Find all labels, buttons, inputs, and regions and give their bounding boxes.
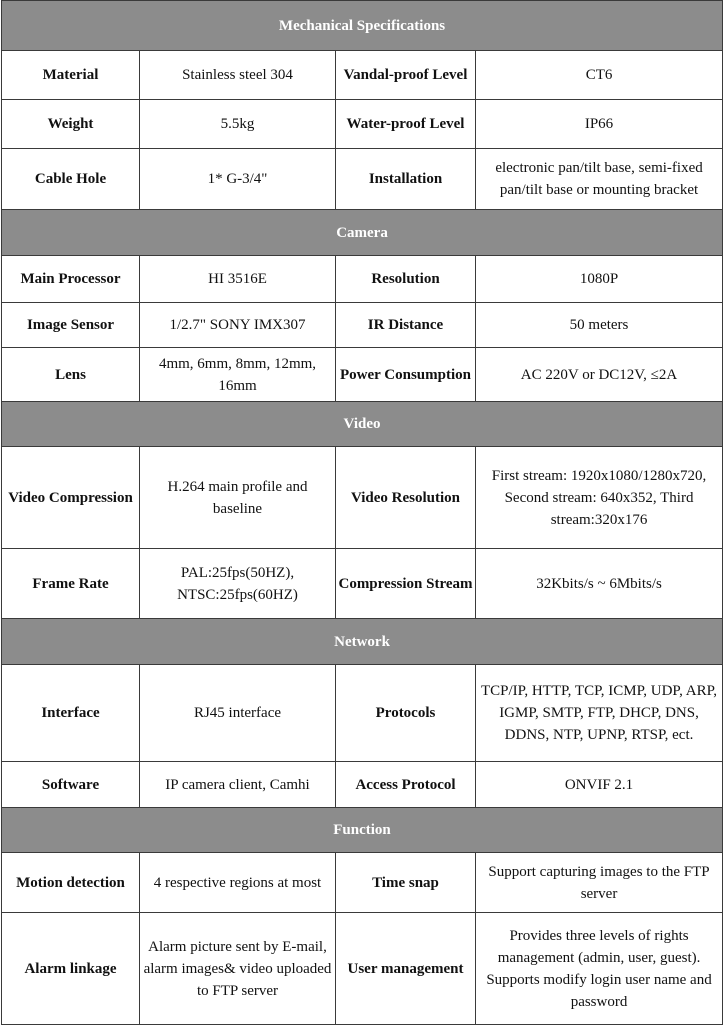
table-row [2, 348, 723, 402]
section-header-row [2, 402, 723, 447]
spec-label: Interface [2, 665, 140, 762]
spec-value: TCP/IP, HTTP, TCP, ICMP, UDP, ARP, IGMP, SMTP, FTP, DHCP, DNS, DDNS, NTP, UPNP, RTSP, ect. [476, 665, 723, 762]
spec-label: User management [336, 913, 476, 1025]
section-header-row [2, 1, 723, 51]
section-title-network: Network [2, 619, 723, 665]
spec-label: Weight [2, 100, 140, 149]
spec-value: 5.5kg [140, 100, 336, 149]
spec-value: H.264 main profile and baseline [140, 447, 336, 549]
spec-label: Video Compression [2, 447, 140, 549]
section-header-row [2, 210, 723, 256]
table-row [2, 665, 723, 762]
spec-label: Lens [2, 348, 140, 402]
spec-label: Vandal-proof Level [336, 51, 476, 100]
table-row [2, 303, 723, 348]
spec-label: Cable Hole [2, 149, 140, 210]
spec-value: Provides three levels of rights management (admin, user, guest). Supports modify login user name and password [476, 913, 723, 1025]
table-row [2, 853, 723, 913]
spec-label: Image Sensor [2, 303, 140, 348]
table-row [2, 100, 723, 149]
table-row [2, 549, 723, 619]
spec-label: Installation [336, 149, 476, 210]
spec-value: 4mm, 6mm, 8mm, 12mm, 16mm [140, 348, 336, 402]
spec-label: Power Consumption [336, 348, 476, 402]
spec-label: Video Resolution [336, 447, 476, 549]
spec-label: Water-proof Level [336, 100, 476, 149]
section-title-camera: Camera [2, 210, 723, 256]
spec-value: AC 220V or DC12V, ≤2A [476, 348, 723, 402]
spec-value: Stainless steel 304 [140, 51, 336, 100]
spec-value: HI 3516E [140, 256, 336, 303]
spec-label: Time snap [336, 853, 476, 913]
spec-label: Resolution [336, 256, 476, 303]
spec-value: First stream: 1920x1080/1280x720, Second stream: 640x352, Third stream:320x176 [476, 447, 723, 549]
spec-label: Motion detection [2, 853, 140, 913]
spec-table [1, 0, 723, 1025]
section-header-row [2, 808, 723, 853]
spec-value: Alarm picture sent by E-mail, alarm images& video uploaded to FTP server [140, 913, 336, 1025]
spec-value: 1/2.7" SONY IMX307 [140, 303, 336, 348]
table-row [2, 149, 723, 210]
spec-value: 4 respective regions at most [140, 853, 336, 913]
table-row [2, 256, 723, 303]
section-title-video: Video [2, 402, 723, 447]
table-row [2, 51, 723, 100]
spec-value: PAL:25fps(50HZ), NTSC:25fps(60HZ) [140, 549, 336, 619]
spec-label: Material [2, 51, 140, 100]
spec-value: 1080P [476, 256, 723, 303]
spec-label: IR Distance [336, 303, 476, 348]
spec-label: Software [2, 762, 140, 808]
spec-label: Access Protocol [336, 762, 476, 808]
table-row [2, 913, 723, 1025]
section-title-mechanical: Mechanical Specifications [2, 1, 723, 51]
spec-label: Frame Rate [2, 549, 140, 619]
spec-label: Compression Stream [336, 549, 476, 619]
table-row [2, 762, 723, 808]
spec-value: Support capturing images to the FTP server [476, 853, 723, 913]
table-row [2, 447, 723, 549]
spec-value: electronic pan/tilt base, semi-fixed pan/tilt base or mounting bracket [476, 149, 723, 210]
spec-label: Main Processor [2, 256, 140, 303]
spec-label: Protocols [336, 665, 476, 762]
spec-value: 1* G-3/4" [140, 149, 336, 210]
spec-value: CT6 [476, 51, 723, 100]
spec-value: IP camera client, Camhi [140, 762, 336, 808]
spec-label: Alarm linkage [2, 913, 140, 1025]
spec-value: RJ45 interface [140, 665, 336, 762]
spec-value: IP66 [476, 100, 723, 149]
section-header-row [2, 619, 723, 665]
spec-value: ONVIF 2.1 [476, 762, 723, 808]
spec-value: 50 meters [476, 303, 723, 348]
section-title-function: Function [2, 808, 723, 853]
spec-value: 32Kbits/s ~ 6Mbits/s [476, 549, 723, 619]
